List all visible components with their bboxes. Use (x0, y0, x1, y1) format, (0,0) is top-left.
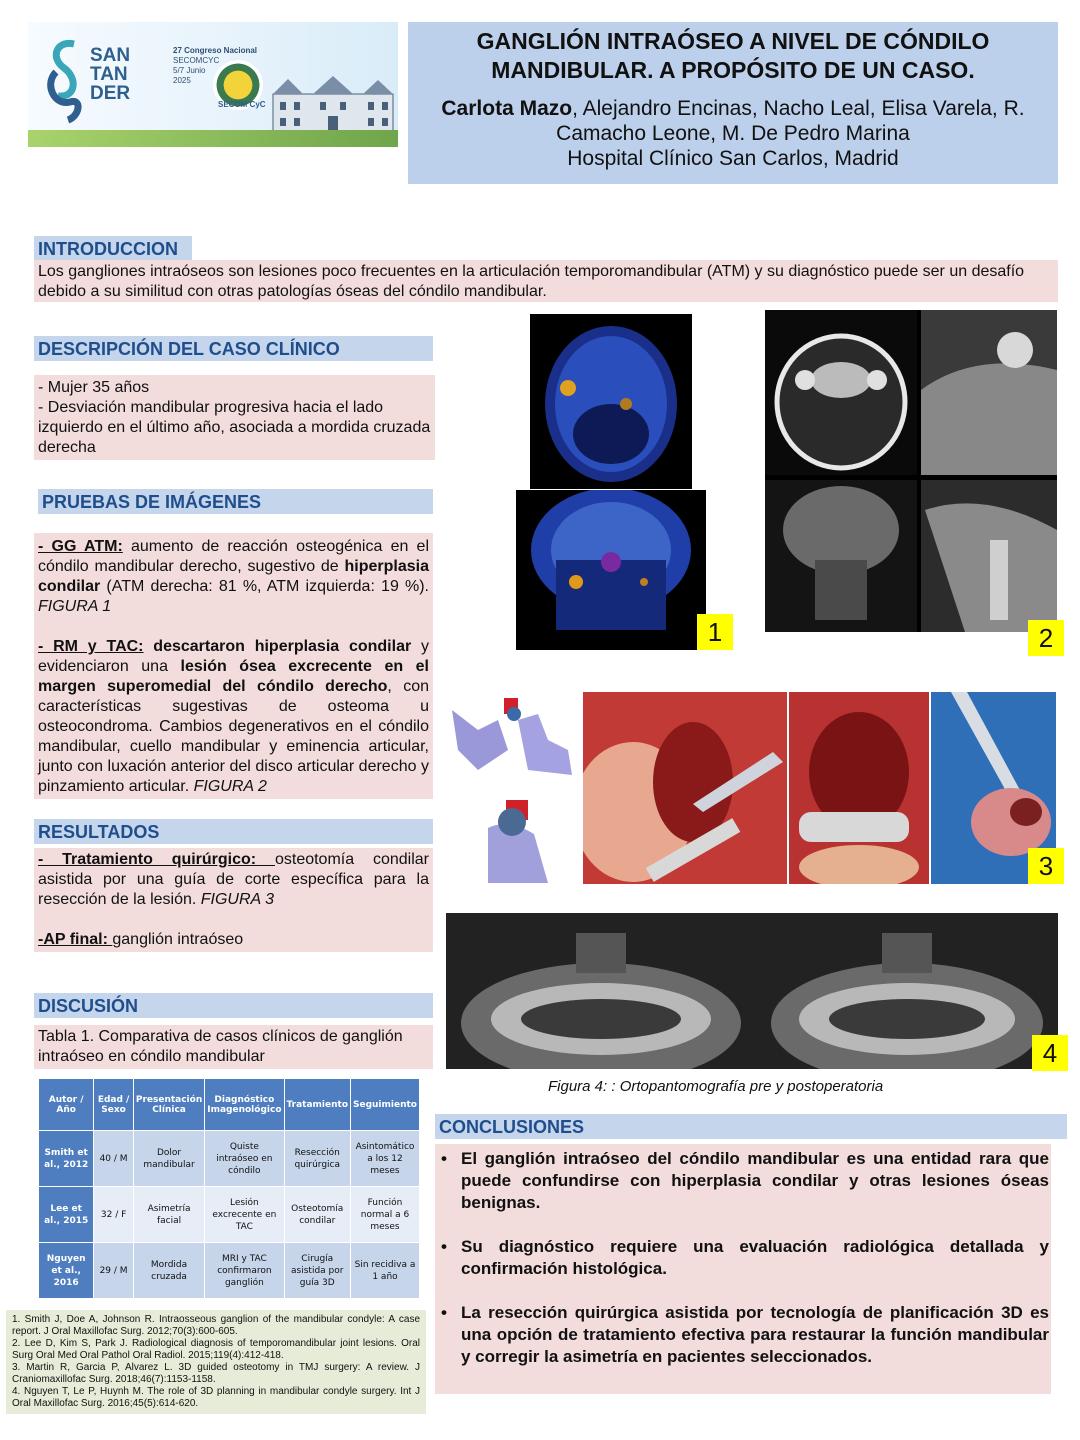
palace-illustration-icon (268, 74, 398, 134)
table-cell: 32 / F (94, 1187, 134, 1243)
intro-text: Los gangliones intraóseos son lesiones poco frecuentes en la articulación temporomandibular (ATM) y su diagnóstico puede ser un desafío debido a su similitud con otras patologías óseas del cóndilo mandibular. (34, 260, 1058, 302)
discussion-heading: DISCUSIÓN (34, 993, 433, 1018)
figure-number-3: 3 (1028, 848, 1064, 884)
table-cell: Sin recidiva a 1 año (351, 1243, 420, 1299)
table-cell: 29 / M (94, 1243, 134, 1299)
figure2-ct-mri (765, 310, 1057, 632)
ct-mri-grid-icon (765, 310, 1057, 632)
imaging-text: - GG ATM: aumento de reacción osteogénica en el cóndilo mandibular derecho, sugestivo de hiperplasia condilar (ATM derecha: 81 %, ATM izquierda: 19 %). FIGURA 1 - RM y TAC: descartaron hiperplasia condilar y evidenciaron una lesión ósea excrecente en el margen superomedial del cóndilo derecho, con características sugestivas de osteoma u osteocondroma. Cambios degenerativos en el cóndilo mandibular, cuello mandibular y eminencia articular, junto con luxación anterior del disco articular derecho y pinzamiento articular. FIGURA 2 (34, 533, 433, 799)
case-text: - Mujer 35 años - Desviación mandibular progresiva hacia el lado izquierdo en el último año, asociada a mordida cruzada derecha (34, 375, 435, 460)
congress-banner (28, 22, 398, 147)
comparison-table (38, 1078, 420, 1299)
list-item: • La resección quirúrgica asistida por tecnología de planificación 3D es una opción de tratamiento efectiva para restaurar la función mandibular y corregir la asimetría en pacientes seleccionados. (439, 1302, 1049, 1368)
table-cell: Dolor mandibular (133, 1131, 204, 1187)
figure3-surgery-photo-2 (789, 692, 929, 884)
table-header-row (39, 1079, 420, 1131)
table-header: Presentación Clínica (133, 1079, 204, 1131)
surgical-field-icon (789, 692, 929, 884)
table-cell: Asimetría facial (133, 1187, 204, 1243)
table-row (39, 1131, 420, 1187)
figure1-spect-coronal (516, 490, 706, 650)
santander-wordmark: SAN TAN DER (90, 45, 131, 104)
imaging-heading: PRUEBAS DE IMÁGENES (38, 489, 433, 514)
figure-number-4: 4 (1032, 1035, 1068, 1071)
table-header: Edad / Sexo (94, 1079, 134, 1131)
santander-s-logo-icon (46, 36, 82, 126)
table-cell: Quiste intraóseo en cóndilo (205, 1131, 284, 1187)
congress-info: 27 Congreso Nacional SECOMCYC 5/7 Junio 2025 (173, 46, 258, 85)
reference-item: 3. Martin R, Garcia P, Alvarez L. 3D guided osteotomy in TMJ surgery: A review. J Craniomaxillofac Surg. 2018;46(7):1153-1158. (12, 1362, 420, 1385)
first-author: Carlota Mazo (441, 97, 573, 120)
reference-item: 2. Lee D, Kim S, Park J. Radiological diagnosis of temporomandibular joint lesions. Oral Surg Oral Med Oral Pathol Oral Radiol. 2015;119(4):412-418. (12, 1338, 420, 1361)
secom-label: SECOM CyC (218, 100, 266, 109)
spect-coronal-icon (516, 490, 706, 650)
list-item: • Su diagnóstico requiere una evaluación radiológica detallada y confirmación histológica. (439, 1236, 1049, 1280)
figure4-caption: Figura 4: : Ortopantomografía pre y postoperatoria (548, 1078, 884, 1095)
mandible-3d-model-icon (448, 690, 576, 785)
hospital: Hospital Clínico San Carlos, Madrid (567, 147, 899, 170)
table-cell: 40 / M (94, 1131, 134, 1187)
table-cell: Lee et al., 2015 (39, 1187, 94, 1243)
other-authors: , Alejandro Encinas, Nacho Leal, Elisa Varela, R. Camacho Leone, M. De Pedro Marina (556, 97, 1025, 145)
title-box (408, 22, 1058, 184)
table-cell: Resección quirúrgica (284, 1131, 351, 1187)
table-header: Seguimiento (351, 1079, 420, 1131)
panoramic-xray-icon (446, 913, 756, 1069)
table-header: Autor / Año (39, 1079, 94, 1131)
results-text: - Tratamiento quirúrgico: osteotomía condilar asistida por una guía de corte específica para la resección de la lesión. FIGURA 3 -AP final: ganglión intraóseo (34, 848, 433, 952)
conclusions-box (435, 1144, 1051, 1394)
intro-heading: INTRODUCCION (34, 236, 192, 260)
spect-axial-icon (530, 314, 692, 489)
table-cell: Nguyen et al., 2016 (39, 1243, 94, 1299)
reference-item: 1. Smith J, Doe A, Johnson R. Intraosseous ganglion of the mandibular condyle: A case report. J Oral Maxillofac Surg. 2012;70(3):600-605. (12, 1314, 420, 1337)
table-cell: Mordida cruzada (133, 1243, 204, 1299)
condyle-3d-model-icon (448, 788, 576, 883)
panoramic-xray-icon (756, 913, 1058, 1069)
table-caption: Tabla 1. Comparativa de casos clínicos de ganglión intraóseo en cóndilo mandibular (34, 1025, 433, 1069)
surgical-field-icon (583, 692, 787, 884)
results-heading: RESULTADOS (34, 819, 433, 844)
conclusions-list (439, 1148, 1049, 1368)
figure3-surgery-photo-1 (583, 692, 787, 884)
figure3-3d-model-top (448, 690, 576, 785)
figure3-3d-model-bottom (448, 788, 576, 883)
table-header: Diagnóstico Imagenológico (205, 1079, 284, 1131)
poster-title: GANGLIÓN INTRAÓSEO A NIVEL DE CÓNDILO MANDIBULAR. A PROPÓSITO DE UN CASO. (476, 28, 990, 83)
figure-number-1: 1 (697, 614, 733, 650)
table-cell: Cirugía asistida por guía 3D (284, 1243, 351, 1299)
authors (408, 96, 1058, 146)
case-heading: DESCRIPCIÓN DEL CASO CLÍNICO (34, 336, 433, 361)
table-cell: Osteotomía condilar (284, 1187, 351, 1243)
figure1-spect-axial (530, 314, 692, 489)
list-item: • El ganglión intraóseo del cóndilo mandibular es una entidad rara que puede confundirse con hiperplasia condilar y otras lesiones óseas benignas. (439, 1148, 1049, 1214)
table-header: Tratamiento (284, 1079, 351, 1131)
conclusions-heading: CONCLUSIONES (435, 1114, 1067, 1139)
table-cell: Asintomático a los 12 meses (351, 1131, 420, 1187)
table-cell: MRI y TAC confirmaron ganglión (205, 1243, 284, 1299)
table-cell: Función normal a 6 meses (351, 1187, 420, 1243)
table-row (39, 1243, 420, 1299)
figure-number-2: 2 (1028, 620, 1064, 656)
table-row (39, 1187, 420, 1243)
table-cell: Smith et al., 2012 (39, 1131, 94, 1187)
figure4-opg-post (756, 913, 1058, 1069)
figure4-opg-pre (446, 913, 756, 1069)
references (6, 1310, 426, 1414)
reference-item: 4. Nguyen T, Le P, Huynh M. The role of 3D planning in mandibular condyle surgery. Int J Oral Maxillofac Surg. 2016;45(5):614-620. (12, 1386, 420, 1409)
table-cell: Lesión excrecente en TAC (205, 1187, 284, 1243)
banner-grass (28, 130, 398, 147)
